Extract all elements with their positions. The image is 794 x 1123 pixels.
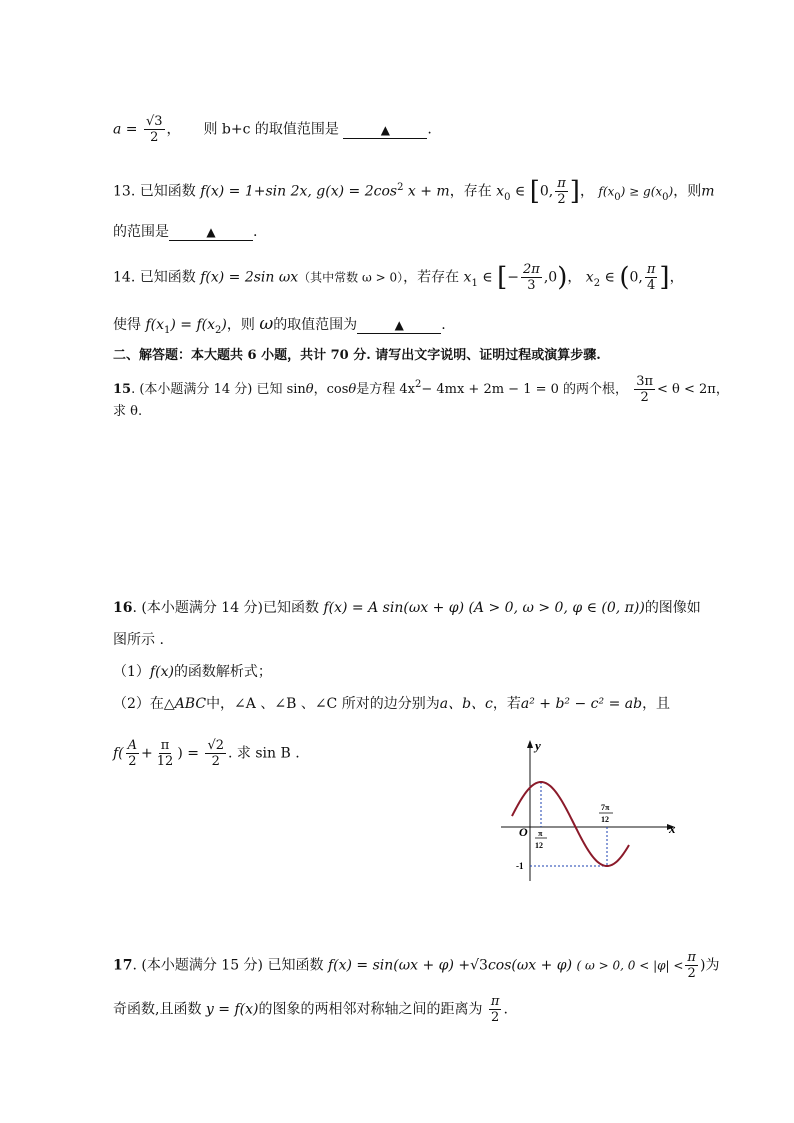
y-axis-label: y — [535, 738, 541, 753]
q14-line1: 14. 已知函数 f(x) = 2sin ωx（其中常数 ω > 0），若存在 $x_1$ ∈ [− $\frac{2\pi}{3}$ ,0)， $x_2$ ∈ (0, $\frac{\pi}{4}$ ]， — [113, 262, 684, 293]
q13-line1: 13. 已知函数 f(x) = 1+sin 2x, $g(x) = 2\cos^2$ x + m，存在 $x_0$ ∈ [0, $\frac{\pi}{2}$ ]， $f(x_0) \ge g(x_0)$，则m — [113, 176, 715, 207]
q17-line2: 奇函数,且函数 y = f(x)的图象的两相邻对称轴之间的距离为 $\frac{\pi}{2}$ . — [113, 994, 508, 1025]
q15-number: 15 — [113, 382, 132, 397]
q14-line2: 使得 $f(x_1) = f(x_2)$，则 ω的取值范围为 ▲ . — [113, 314, 446, 336]
tick-pi: π — [538, 829, 543, 838]
q16-part1: （1）f(x)的函数解析式； — [113, 664, 272, 680]
sine-graph — [497, 736, 687, 886]
a-eq: a = — [113, 121, 138, 138]
section-title: 二、解答题：本大题共 6 小题，共计 70 分. 请写出文字说明、证明过程或演算步骤. — [113, 348, 601, 363]
q13-line2: 的范围是 ▲ . — [113, 222, 257, 243]
origin-label: O — [519, 825, 528, 839]
tick-7pi: 7π — [601, 803, 610, 812]
sqrt3-over-2: $\frac{√3}{2}$ — [145, 114, 163, 145]
answer-blank: ▲ — [357, 313, 441, 334]
q12-answer-line: a = $\frac{√3}{2}$ ， 则 b+c 的取值范围是 ▲ . — [113, 114, 432, 145]
q17-line1: 17. (本小题满分 15 分) 已知函数 f(x) = sin(ωx + φ) +√3cos(ωx + φ) ( ω > 0, 0 < |φ| < $\frac{\pi}{2}$ )为 — [113, 950, 720, 981]
q14-number: 14 — [113, 269, 131, 286]
range-text: 则 b+c 的取值范围是 — [203, 121, 339, 138]
q15-line2: 求 θ. — [113, 404, 143, 419]
q17-number: 17 — [113, 957, 133, 974]
q16-number: 16 — [113, 600, 133, 616]
q16-line2: 图所示 . — [113, 632, 164, 648]
y-axis-arrow — [527, 740, 533, 748]
q16-part2-line2: f( $\frac{A}{2}$ + $\frac{\pi}{12}$ ) = $\frac{√2}{2}$ . 求 sin B . — [113, 738, 300, 769]
q13-number: 13 — [113, 183, 131, 200]
answer-blank: ▲ — [169, 220, 253, 241]
q16-part2: （2）在△ABC中，∠A 、∠B 、∠C 所对的边分别为a、b、c，若a² + b² − c² = ab，且 — [113, 696, 671, 712]
x-axis-label: x — [669, 821, 676, 836]
q15-line1: 15. (本小题满分 14 分) 已知 sinθ，cosθ是方程 $4x^2- 4mx + 2m - 1 = 0$ 的两个根， $\frac{3\pi}{2}$ < θ < 2π， — [113, 374, 729, 405]
tick-12b: 12 — [601, 815, 609, 824]
tick-12: 12 — [535, 841, 543, 850]
answer-blank: ▲ — [343, 118, 427, 139]
q16-line1: 16. (本小题满分 14 分)已知函数 f(x) = A sin(ωx + φ) (A > 0, ω > 0, φ ∈ (0, π))的图像如 — [113, 600, 701, 616]
neg-one-label: -1 — [516, 861, 524, 871]
